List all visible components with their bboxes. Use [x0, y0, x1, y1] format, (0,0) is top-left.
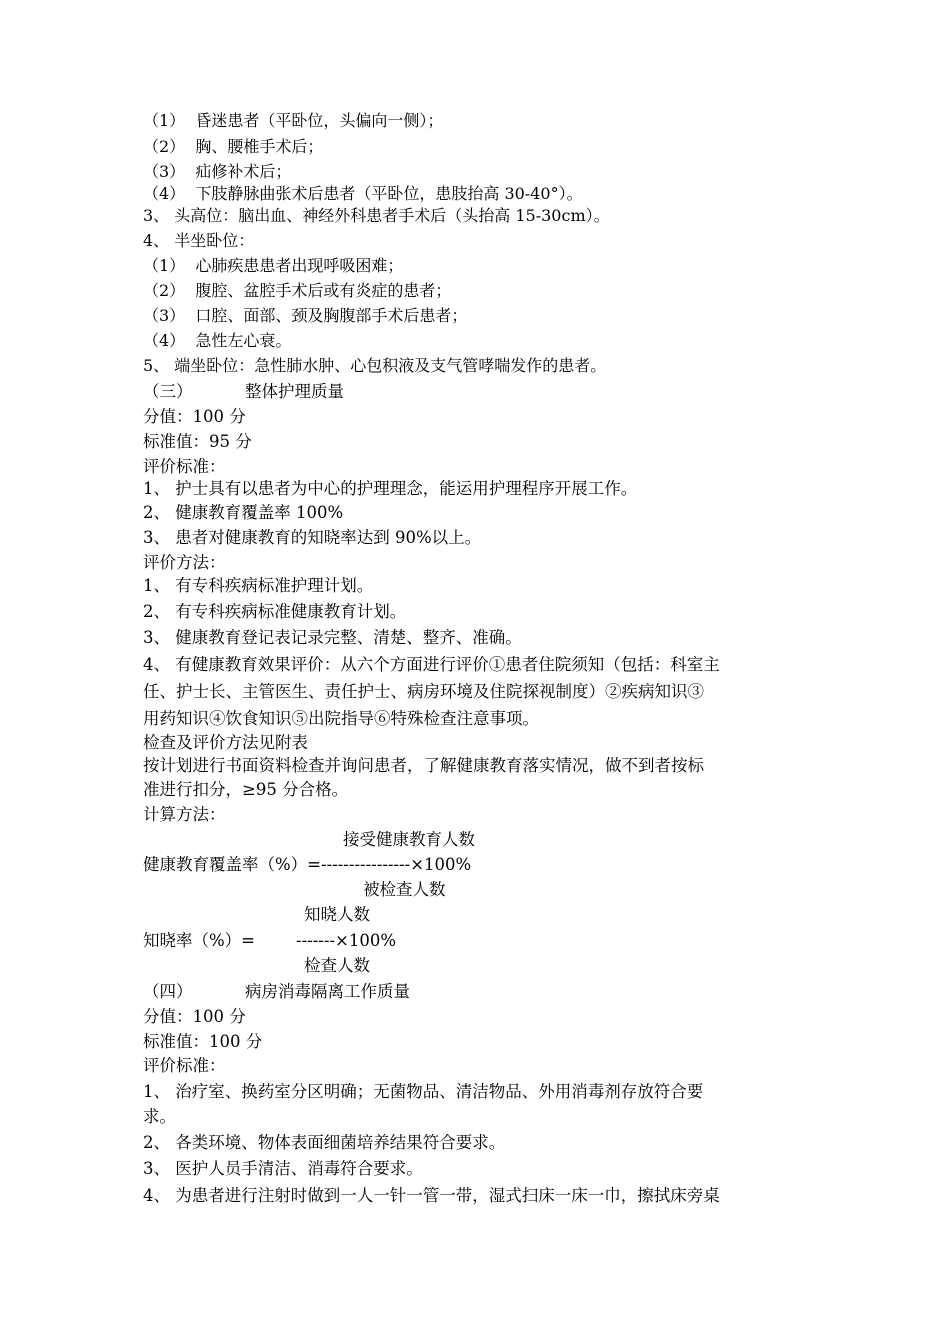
list-item-spine-surgery: （2） 胸、腰椎手术后；: [143, 137, 324, 156]
list-item-coma-patient: （1） 昏迷患者（平卧位，头偏向一侧）；: [143, 111, 444, 130]
list-item-heart-failure: （4） 急性左心衰。: [143, 331, 292, 350]
score-value-2: 分值：100 分: [143, 1007, 246, 1026]
list-item-cardiopulmonary: （1） 心肺疾患患者出现呼吸困难；: [143, 256, 404, 275]
score-value: 分值：100 分: [143, 407, 246, 426]
formula-2-fraction-bar: -------×100%: [296, 931, 397, 950]
formula-1-numerator: 接受健康教育人数: [343, 830, 475, 849]
method-item-4-line-2: 任、护士长、主管医生、责任护士、病房环境及住院探视制度）②疾病知识③: [143, 682, 704, 701]
list-item-varicose-vein: （4） 下肢静脉曲张术后患者（平卧位，患肢抬高 30-40°）。: [143, 184, 583, 203]
disinfection-item-4: 4、 为患者进行注射时做到一人一针一管一带，湿式扫床一床一巾，擦拭床旁桌: [143, 1186, 720, 1205]
list-item-oral-facial-surgery: （3） 口腔、面部、颈及胸腹部手术后患者；: [143, 306, 468, 325]
method-item-4-line-1: 4、 有健康教育效果评价：从六个方面进行评价①患者住院须知（包括：科室主: [143, 655, 720, 674]
standard-value: 标准值：95 分: [143, 432, 252, 451]
formula-1-coverage-rate: 健康教育覆盖率（%）=----------------×100%: [143, 855, 472, 874]
formula-2-denominator: 检查人数: [304, 956, 370, 975]
standard-value-2: 标准值：100 分: [143, 1032, 263, 1051]
formula-1-denominator: 被检查人数: [363, 880, 446, 899]
disinfection-item-3: 3、 医护人员手清洁、消毒符合要求。: [143, 1159, 423, 1178]
disinfection-item-1-line-1: 1、 治疗室、换药室分区明确；无菌物品、清洁物品、外用消毒剂存放符合要: [143, 1082, 704, 1101]
criteria-heading: 评价标准：: [143, 457, 226, 476]
criteria-item-2: 2、 健康教育覆盖率 100%: [143, 503, 344, 522]
formula-2-awareness-rate: 知晓率（%）=: [143, 931, 256, 950]
disinfection-item-2: 2、 各类环境、物体表面细菌培养结果符合要求。: [143, 1133, 506, 1152]
check-method-line-2: 准进行扣分，≥95 分合格。: [143, 780, 349, 799]
list-item-abdominal-surgery: （2） 腹腔、盆腔手术后或有炎症的患者；: [143, 281, 452, 300]
check-method-line-1: 按计划进行书面资料检查并询问患者，了解健康教育落实情况，做不到者按标: [143, 756, 704, 775]
semi-fowler-heading: 4、 半坐卧位：: [143, 231, 255, 250]
formula-2-numerator: 知晓人数: [304, 905, 370, 924]
method-item-4-line-3: 用药知识④饮食知识⑤出院指导⑥特殊检查注意事项。: [143, 709, 539, 728]
sitting-position: 5、 端坐卧位：急性肺水肿、心包积液及支气管哮喘发作的患者。: [143, 356, 607, 375]
criteria-item-1: 1、 护士具有以患者为中心的护理理念，能运用护理程序开展工作。: [143, 479, 638, 498]
list-item-hernia-repair: （3） 疝修补术后；: [143, 162, 292, 181]
method-item-1: 1、 有专科疾病标准护理计划。: [143, 576, 374, 595]
calculation-heading: 计算方法：: [143, 805, 226, 824]
head-elevated-position: 3、 头高位：脑出血、神经外科患者手术后（头抬高 15-30cm）。: [143, 206, 610, 225]
disinfection-item-1-line-2: 求。: [143, 1107, 176, 1126]
method-item-2: 2、 有专科疾病标准健康教育计划。: [143, 602, 407, 621]
method-item-3: 3、 健康教育登记表记录完整、清楚、整齐、准确。: [143, 628, 522, 647]
section-heading-disinfection: （四） 病房消毒隔离工作质量: [143, 982, 410, 1001]
see-attached-table: 检查及评价方法见附表: [143, 733, 308, 752]
method-heading: 评价方法：: [143, 553, 226, 572]
criteria-heading-2: 评价标准：: [143, 1056, 226, 1075]
criteria-item-3: 3、 患者对健康教育的知晓率达到 90%以上。: [143, 528, 482, 547]
section-heading-overall-nursing: （三） 整体护理质量: [143, 382, 344, 401]
